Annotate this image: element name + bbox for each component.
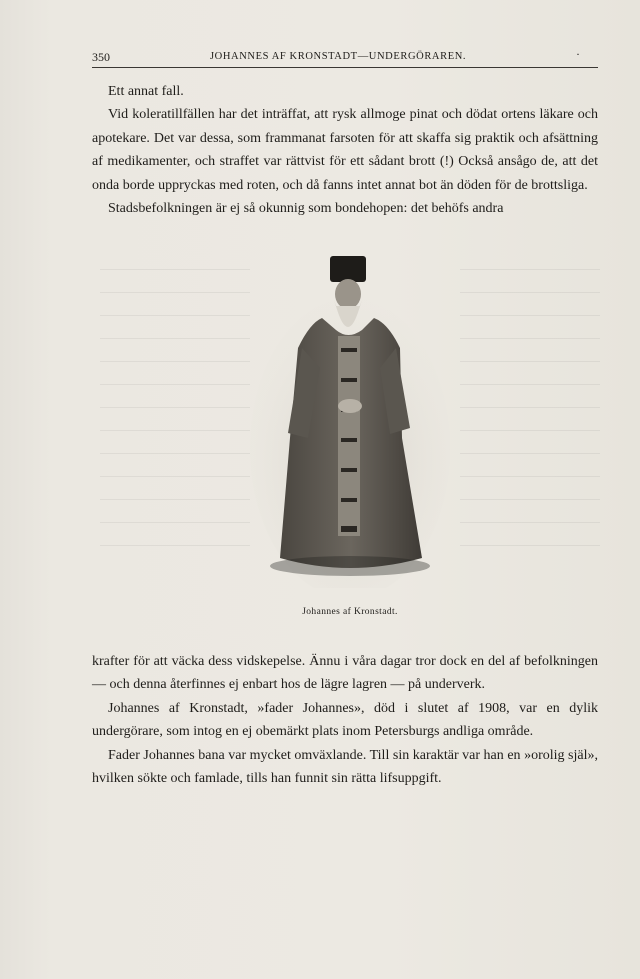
paragraph: Ett annat fall.: [108, 84, 184, 99]
paragraph: Vid koleratillfällen har det inträffat, att rysk allmoge pinat och dödat ortens läkare och apotekare. Det var dessa, som frammanat farsoten för att skaffa sig praktik och afsättning af medikamenter, och straffet var rättvist för ett sådant brott (!) Också ansågo de, att det onda borde uppryckas med roten, och då fanns intet annat bot än döden för de brottsliga.: [92, 107, 598, 193]
page-header: [92, 48, 598, 66]
paragraph: Johannes af Kronstadt, »fader Johannes», död i slutet af 1908, var en dylik undergörare, som intog en ej obemärkt plats inom Petersburgs andliga område.: [92, 700, 598, 740]
running-title: JOHANNES AF KRONSTADT—UNDERGÖRAREN.: [210, 51, 467, 62]
portrait-photo: [250, 248, 450, 588]
header-mark: ·: [576, 47, 581, 61]
body-text-top: [92, 80, 598, 220]
bleed-through-left: [100, 255, 250, 555]
paragraph: krafter för att väcka dess vidskepelse. Ännu i våra dagar tror dock en del af befolkningen — och denna återfinnes ej enbart hos de lägre lagren — på underverk.: [92, 654, 598, 693]
paragraph: Stadsbefolkningen är ej så okunnig som bondehopen: det behöfs andra: [108, 201, 504, 217]
body-text-bottom: [92, 650, 598, 790]
page-number: 350: [92, 50, 110, 64]
header-rule: [92, 67, 598, 68]
figure-caption: Johannes af Kronstadt.: [302, 607, 398, 617]
bleed-through-right: [460, 255, 600, 555]
paragraph: Fader Johannes bana var mycket omväxlande. Till sin karaktär var han en »orolig själ», hvilken sökte och famlade, tills han funnit sin rätta lifsuppgift.: [92, 747, 598, 787]
